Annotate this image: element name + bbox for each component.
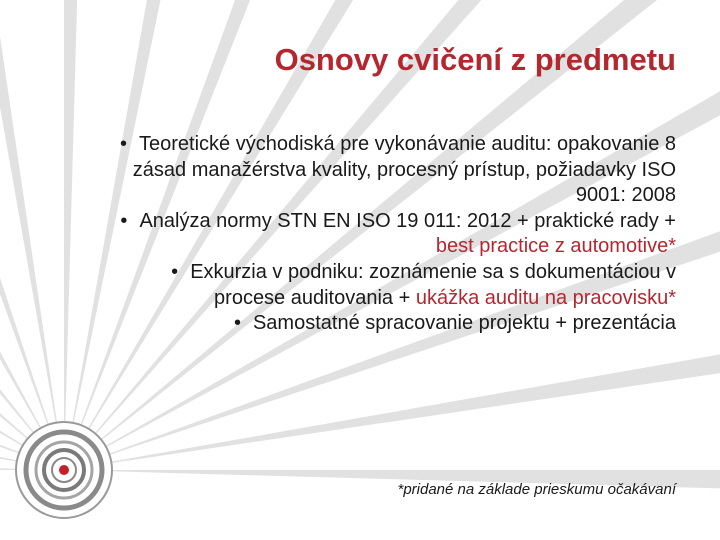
slide-title: Osnovy cvičení z predmetu [274, 42, 676, 77]
sunburst-ray [0, 0, 64, 470]
sunburst-ray [0, 0, 64, 470]
list-item [116, 311, 676, 337]
item-text: Samostatné spracovanie projektu + prezentácia [252, 312, 676, 335]
list-item [116, 209, 676, 260]
item-accent-text: ukážka auditu na pracovisku* [415, 286, 676, 309]
bullet-icon: • [233, 312, 241, 335]
item-text: Teoretické východiská pre vykonávanie auditu: opakovanie 8 zásad manažérstva kvality, procesný prístup, požiadavky ISO 9001: 2008 [132, 133, 676, 207]
bullet-icon: • [119, 133, 127, 155]
footnote: *pridané na základe prieskumu očakávaní [397, 481, 676, 498]
bullet-icon: • [171, 260, 179, 283]
sunburst-ray [0, 0, 64, 470]
sunburst-ray [0, 0, 64, 470]
item-text: Exkurzia v podniku: zoznámenie sa s dokumentáciou v procese auditovania + [190, 260, 676, 309]
target-logo [16, 422, 112, 518]
sunburst-ray [0, 0, 64, 470]
bullet-icon: • [120, 209, 128, 232]
item-accent-text: best practice z automotive* [435, 235, 676, 258]
list-item [116, 260, 676, 311]
bullet-list [116, 132, 676, 337]
item-text: Analýza normy STN EN ISO 19 011: 2012 + praktické rady + [139, 209, 676, 232]
list-item [116, 132, 676, 209]
sunburst-ray [0, 0, 64, 470]
